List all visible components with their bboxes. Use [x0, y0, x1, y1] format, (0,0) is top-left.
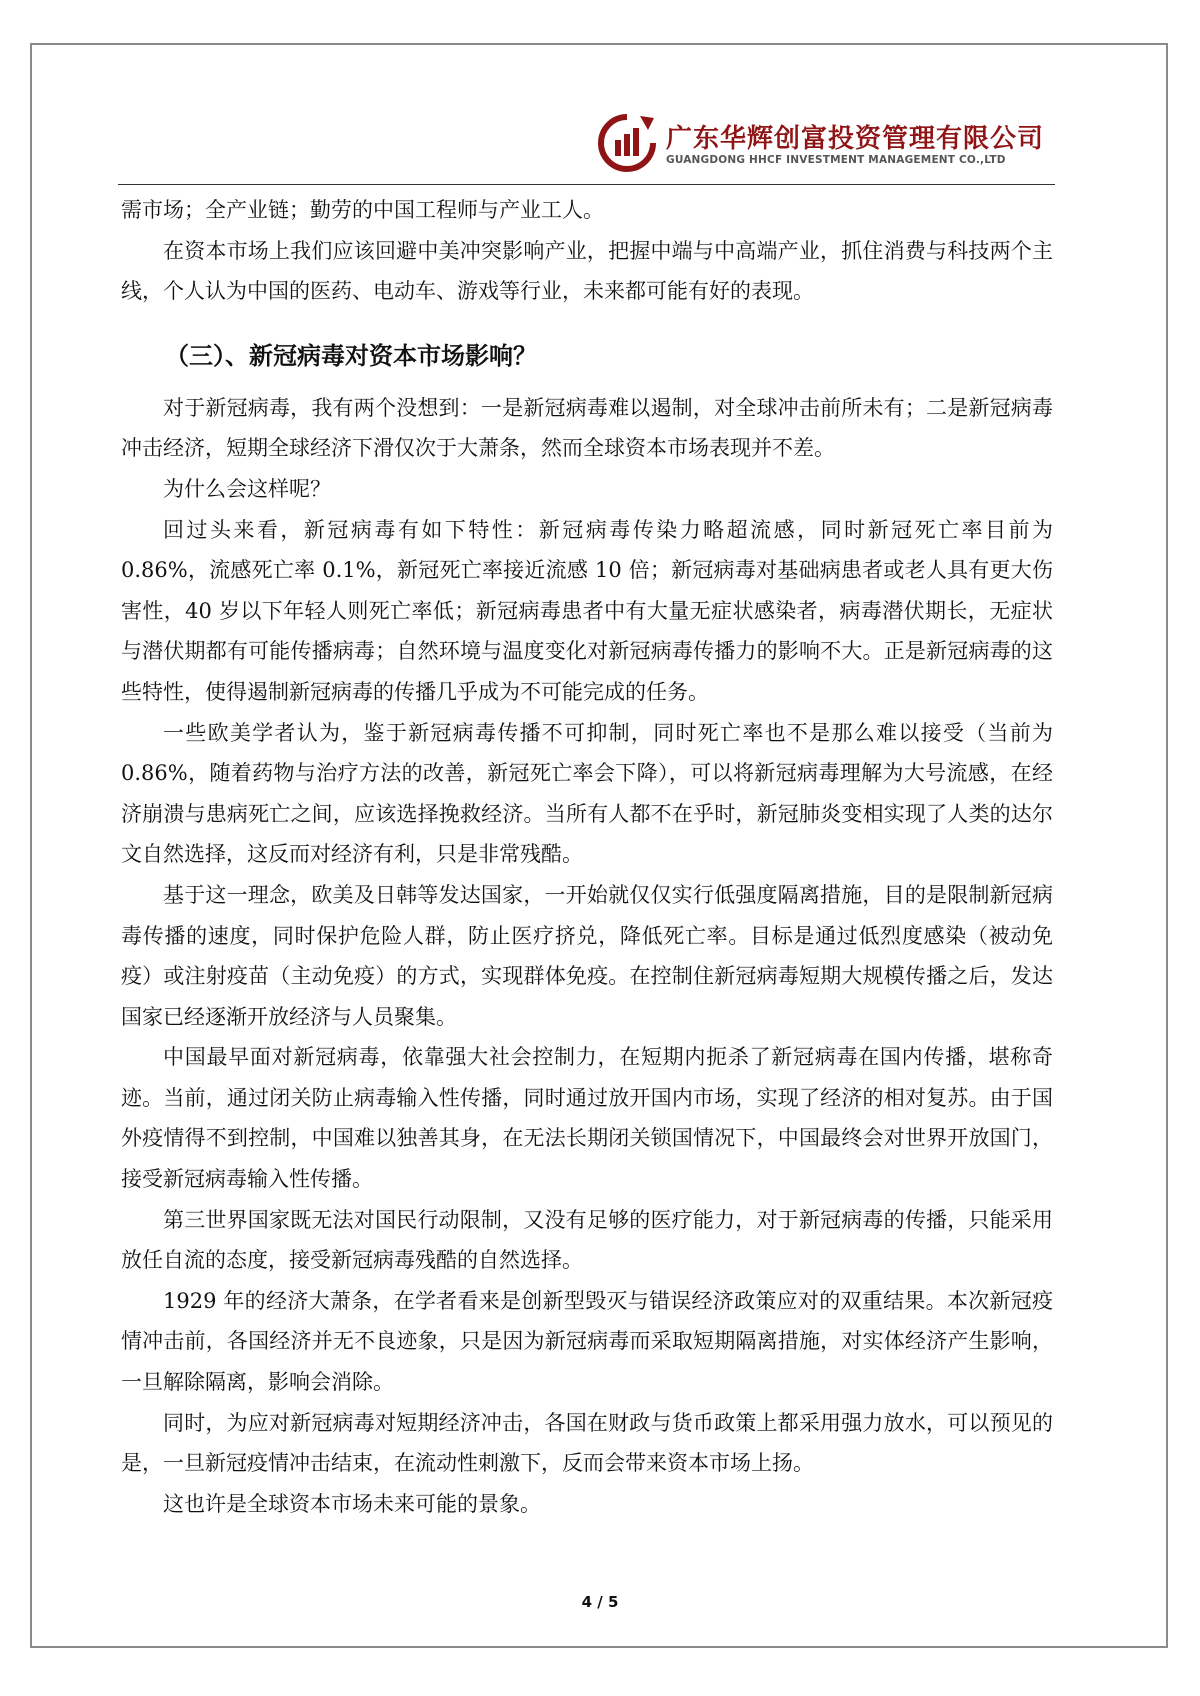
paragraph-8: 中国最早面对新冠病毒，依靠强大社会控制力，在短期内扼杀了新冠病毒在国内传播，堪称奇迹。当前，通过闭关防止病毒输入性传播，同时通过放开国内市场，实现了经济的相对复苏。由于国外疫情得不到控制，中国难以独善其身，在无法长期闭关锁国情况下，中国最终会对世界开放国门，接受新冠病毒输入性传播。	[121, 1045, 1053, 1192]
paragraph-10: 1929 年的经济大萧条，在学者看来是创新型毁灭与错误经济政策应对的双重结果。本次新冠疫情冲击前，各国经济并无不良迹象，只是因为新冠病毒而采取短期隔离措施，对实体经济产生影响，一旦解除隔离，影响会消除。	[121, 1288, 1053, 1395]
paragraph-4: 为什么会这样呢？	[163, 476, 331, 501]
paragraph-6: 一些欧美学者认为，鉴于新冠病毒传播不可抑制，同时死亡率也不是那么难以接受（当前为 0.86%，随着药物与治疗方法的改善，新冠死亡率会下降），可以将新冠病毒理解为大号流感，在经济崩溃与患病死亡之间，应该选择挽救经济。当所有人都不在乎时，新冠肺炎变相实现了人类的达尔文自然选择，这反而对经济有利，只是非常残酷。	[121, 720, 1053, 867]
paragraph-3: 对于新冠病毒，我有两个没想到：一是新冠病毒难以遏制，对全球冲击前所未有；二是新冠病毒冲击经济，短期全球经济下滑仅次于大萧条，然而全球资本市场表现并不差。	[121, 395, 1053, 461]
paragraph-1: 需市场；全产业链；勤劳的中国工程师与产业工人。	[121, 198, 604, 222]
paragraph-5: 回过头来看，新冠病毒有如下特性：新冠病毒传染力略超流感，同时新冠死亡率目前为 0.86%，流感死亡率 0.1%，新冠死亡率接近流感 10 倍；新冠病毒对基础病患者或老人具有更大伤害性，40 岁以下年轻人则死亡率低；新冠病毒患者中有大量无症状感染者，病毒潜伏期长，无症状与潜伏期都有可能传播病毒；自然环境与温度变化对新冠病毒传播力的影响不大。正是新冠病毒的这些特性，使得遏制新冠病毒的传播几乎成为不可能完成的任务。	[121, 517, 1053, 704]
article-body	[121, 190, 1053, 1524]
header-divider	[118, 184, 1055, 185]
paragraph-9: 第三世界国家既无法对国民行动限制，又没有足够的医疗能力，对于新冠病毒的传播，只能采用放任自流的态度，接受新冠病毒残酷的自然选择。	[121, 1207, 1053, 1273]
company-name-en: GUANGDONG HHCF INVESTMENT MANAGEMENT CO.,LTD	[666, 154, 1006, 166]
paragraph-2: 在资本市场上我们应该回避中美冲突影响产业，把握中端与中高端产业，抓住消费与科技两个主线，个人认为中国的医药、电动车、游戏等行业，未来都可能有好的表现。	[121, 238, 1053, 304]
section-heading: （三）、新冠病毒对资本市场影响？	[165, 341, 537, 370]
paragraph-11: 同时，为应对新冠病毒对短期经济冲击，各国在财政与货币政策上都采用强力放水，可以预见的是，一旦新冠疫情冲击结束，在流动性刺激下，反而会带来资本市场上扬。	[121, 1410, 1053, 1476]
company-name-cn: 广东华辉创富投资管理有限公司	[666, 124, 1045, 154]
company-logo-icon	[596, 112, 658, 174]
paragraph-12: 这也许是全球资本市场未来可能的景象。	[163, 1491, 541, 1516]
page-number: 4 / 5	[581, 1593, 619, 1611]
paragraph-7: 基于这一理念，欧美及日韩等发达国家，一开始就仅仅实行低强度隔离措施，目的是限制新冠病毒传播的速度，同时保护危险人群，防止医疗挤兑，降低死亡率。目标是通过低烈度感染（被动免疫）或注射疫苗（主动免疫）的方式，实现群体免疫。在控制住新冠病毒短期大规模传播之后，发达国家已经逐渐开放经济与人员聚集。	[121, 882, 1053, 1029]
page-header	[596, 112, 1056, 174]
